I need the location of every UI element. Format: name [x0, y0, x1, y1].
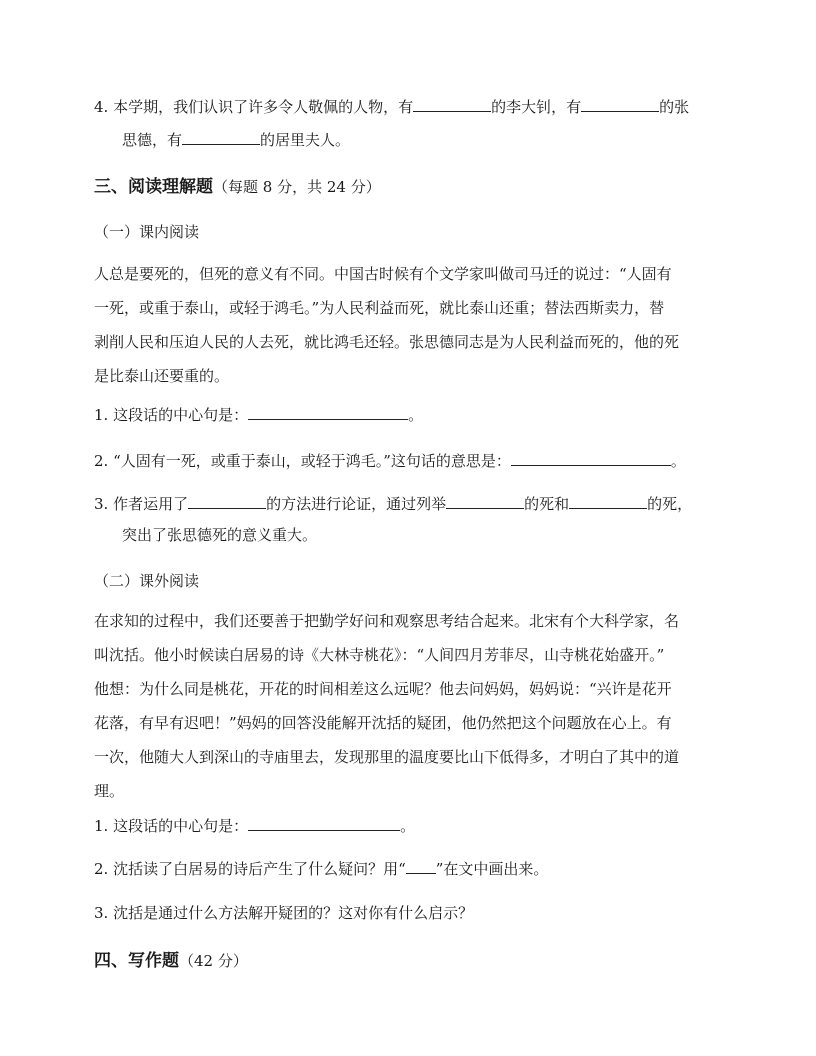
part-2-q1-text: 1. 这段话的中心句是： [94, 817, 249, 835]
q4-line-1 [94, 96, 724, 117]
passage-line: 叫沈括。他小时候读白居易的诗《大林寺桃花》：“人间四月芳菲尽，山寺桃花始盛开。” [94, 646, 665, 664]
q4-blank-3[interactable] [182, 130, 260, 145]
part-1-q3-text-a: 3. 作者运用了 [94, 495, 189, 513]
part-1-q3-text-b: 的方法进行论证，通过列举 [266, 495, 447, 513]
part-2-q1-end: 。 [400, 817, 416, 835]
section-4-note: （42 分） [179, 952, 248, 970]
part-2-q2-underline-mark [406, 859, 436, 874]
q4-line-2 [122, 129, 752, 150]
q4-text-d: 思德，有 [122, 131, 183, 149]
part-2-heading: （二）课外阅读 [94, 572, 200, 590]
part-2-q2-end: ”在文中画出来。 [435, 860, 549, 878]
q4-text-e: 的居里夫人。 [260, 131, 351, 149]
part-1-q1-blank[interactable] [248, 405, 408, 420]
section-4-title [94, 946, 248, 971]
part-1-q3-line-2: 突出了张思德死的意义重大。 [122, 526, 318, 544]
q4-text-b: 的李大钊，有 [491, 98, 582, 116]
passage-line: 剥削人民和压迫人民的人去死，就比鸿毛还轻。张思德同志是为人民利益而死的，他的死 [94, 333, 680, 351]
part-1-q2 [94, 450, 724, 471]
passage-line: 人总是要死的，但死的意义有不同。中国古时候有个文学家叫做司马迁的说过：“人固有 [94, 265, 672, 283]
passage-line: 是比泰山还要重的。 [94, 367, 230, 385]
part-1-q3-blank-1[interactable] [188, 494, 266, 509]
part-1-q3-line-1 [94, 493, 724, 514]
q4-text-c: 的张 [659, 98, 690, 116]
part-1-q1-end: 。 [408, 406, 424, 424]
passage-line: 他想：为什么同是桃花，开花的时间相差这么远呢？他去问妈妈，妈妈说：“兴许是花开 [94, 680, 672, 698]
part-1-q2-text: 2. “人固有一死，或重于泰山，或轻于鸿毛。”这句话的意思是： [94, 452, 511, 470]
part-1-q3-blank-2[interactable] [446, 494, 524, 509]
part-1-q2-end: 。 [670, 452, 686, 470]
part-1-q3-text-d: 的死， [647, 495, 693, 513]
passage-line: 花落，有早有迟吧！”妈妈的回答没能解开沈括的疑团，他仍然把这个问题放在心上。有 [94, 714, 672, 732]
passage-line: 一死，或重于泰山，或轻于鸿毛。”为人民利益而死，就比泰山还重；替法西斯卖力，替 [94, 299, 665, 317]
part-2-passage [94, 604, 724, 808]
part-1-q1 [94, 404, 724, 425]
part-2-q3: 3. 沈括是通过什么方法解开疑团的？这对你有什么启示？ [94, 904, 474, 922]
part-2-q1 [94, 815, 724, 836]
q4-blank-1[interactable] [413, 97, 491, 112]
section-3-note: （每题 8 分，共 24 分） [213, 178, 381, 196]
passage-line: 理。 [94, 782, 125, 800]
part-2-q1-blank[interactable] [248, 816, 400, 831]
part-1-q3-blank-3[interactable] [569, 494, 647, 509]
q4-blank-2[interactable] [581, 97, 659, 112]
section-4-title-text: 四、写作题 [94, 951, 179, 971]
part-2-q2 [94, 858, 724, 879]
q4-text-a: 4. 本学期，我们认识了许多令人敬佩的人物，有 [94, 98, 414, 116]
passage-line: 一次，他随大人到深山的寺庙里去，发现那里的温度要比山下低得多，才明白了其中的道 [94, 748, 680, 766]
part-1-q3-text-c: 的死和 [524, 495, 570, 513]
section-3-title-text: 三、阅读理解题 [94, 177, 213, 197]
part-2-q2-text: 2. 沈括读了白居易的诗后产生了什么疑问？用“ [94, 860, 406, 878]
part-1-q2-blank[interactable] [511, 451, 671, 466]
passage-line: 在求知的过程中，我们还要善于把勤学好问和观察思考结合起来。北宋有个大科学家，名 [94, 612, 680, 630]
section-3-title [94, 172, 381, 197]
part-1-heading: （一）课内阅读 [94, 223, 200, 241]
part-1-q1-text: 1. 这段话的中心句是： [94, 406, 249, 424]
part-1-passage [94, 257, 724, 393]
